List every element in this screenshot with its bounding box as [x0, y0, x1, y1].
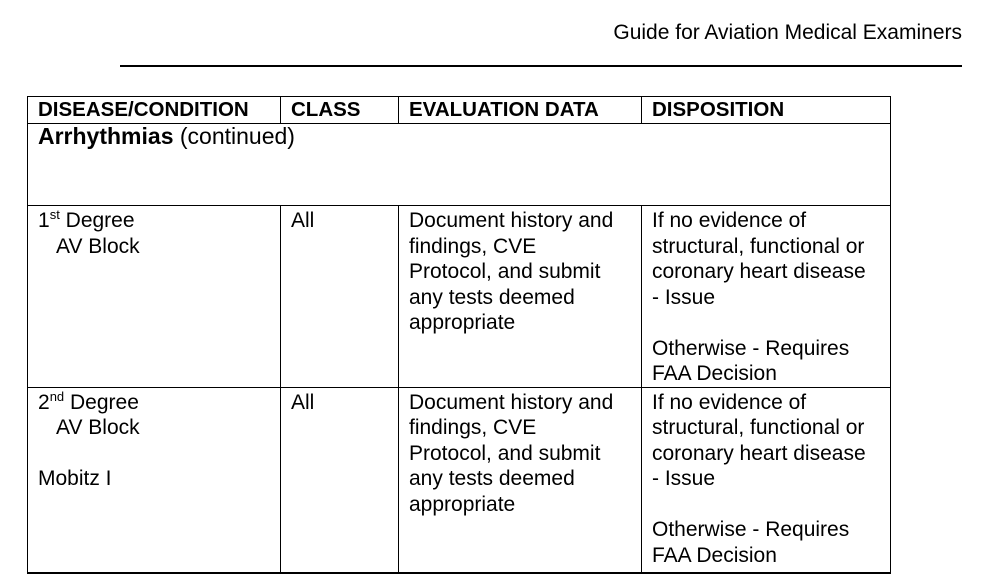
- column-header-evaluation: EVALUATION DATA: [399, 97, 642, 124]
- condition-name: [38, 208, 280, 234]
- disposition-line: structural, functional or: [652, 234, 865, 258]
- condition-ordinal: 1: [38, 209, 50, 232]
- condition-ordinal-suffix: nd: [49, 388, 65, 404]
- table-row: [28, 206, 891, 388]
- disposition-line: If no evidence of: [652, 390, 807, 414]
- evaluation-line: appropriate: [409, 311, 516, 334]
- table-row: [28, 387, 891, 573]
- evaluation-line: appropriate: [409, 492, 516, 516]
- evaluation-line: any tests deemed: [409, 467, 575, 490]
- disposition-cell: [642, 387, 891, 573]
- column-header-disposition: DISPOSITION: [642, 97, 891, 124]
- evaluation-line: Document history and: [409, 390, 614, 414]
- condition-ordinal-suffix: st: [49, 207, 60, 222]
- disposition-gap: [652, 492, 890, 518]
- evaluation-cell: [399, 387, 642, 573]
- section-suffix: (continued): [179, 123, 295, 149]
- condition-word: Degree: [70, 390, 139, 414]
- disposition-line: - Issue: [652, 285, 716, 309]
- evaluation-line: any tests deemed: [409, 285, 575, 309]
- disposition-gap: [652, 310, 890, 336]
- disposition-line: coronary heart disease: [652, 260, 866, 283]
- class-cell: All: [281, 387, 399, 573]
- disposition-otherwise-line: FAA Decision: [652, 543, 777, 567]
- column-header-condition: DISEASE/CONDITION: [28, 97, 281, 124]
- page-header-title: Guide for Aviation Medical Examiners: [613, 21, 962, 44]
- section-heading: [28, 124, 891, 206]
- disposition-line: coronary heart disease: [652, 441, 866, 465]
- evaluation-line: findings, CVE: [409, 234, 537, 258]
- evaluation-line: Document history and: [409, 209, 614, 232]
- table-header-row: [28, 97, 891, 124]
- section-title: Arrhythmias: [38, 123, 174, 149]
- disposition-line: If no evidence of: [652, 209, 807, 232]
- condition-cell: [28, 206, 281, 388]
- evaluation-line: Protocol, and submit: [409, 260, 601, 283]
- section-row: [28, 124, 891, 206]
- condition-name: [38, 390, 280, 416]
- disposition-line: - Issue: [652, 467, 716, 490]
- condition-subname: AV Block: [56, 234, 140, 258]
- class-cell: All: [281, 206, 399, 388]
- condition-word: Degree: [65, 209, 135, 232]
- evaluation-line: findings, CVE: [409, 416, 537, 439]
- disposition-line: structural, functional or: [652, 416, 865, 439]
- evaluation-cell: [399, 206, 642, 388]
- condition-note: Mobitz I: [38, 467, 112, 490]
- disposition-otherwise-line: FAA Decision: [652, 362, 777, 385]
- disposition-otherwise-line: Otherwise - Requires: [652, 518, 850, 541]
- disposition-cell: [642, 206, 891, 388]
- condition-cell: [28, 387, 281, 573]
- header-rule: [120, 65, 962, 67]
- condition-ordinal: 2: [38, 390, 50, 414]
- condition-gap: [38, 441, 280, 467]
- evaluation-line: Protocol, and submit: [409, 441, 601, 465]
- disposition-table: [27, 96, 891, 574]
- condition-subname: AV Block: [56, 416, 140, 439]
- disposition-otherwise-line: Otherwise - Requires: [652, 336, 850, 360]
- column-header-class: CLASS: [281, 97, 399, 124]
